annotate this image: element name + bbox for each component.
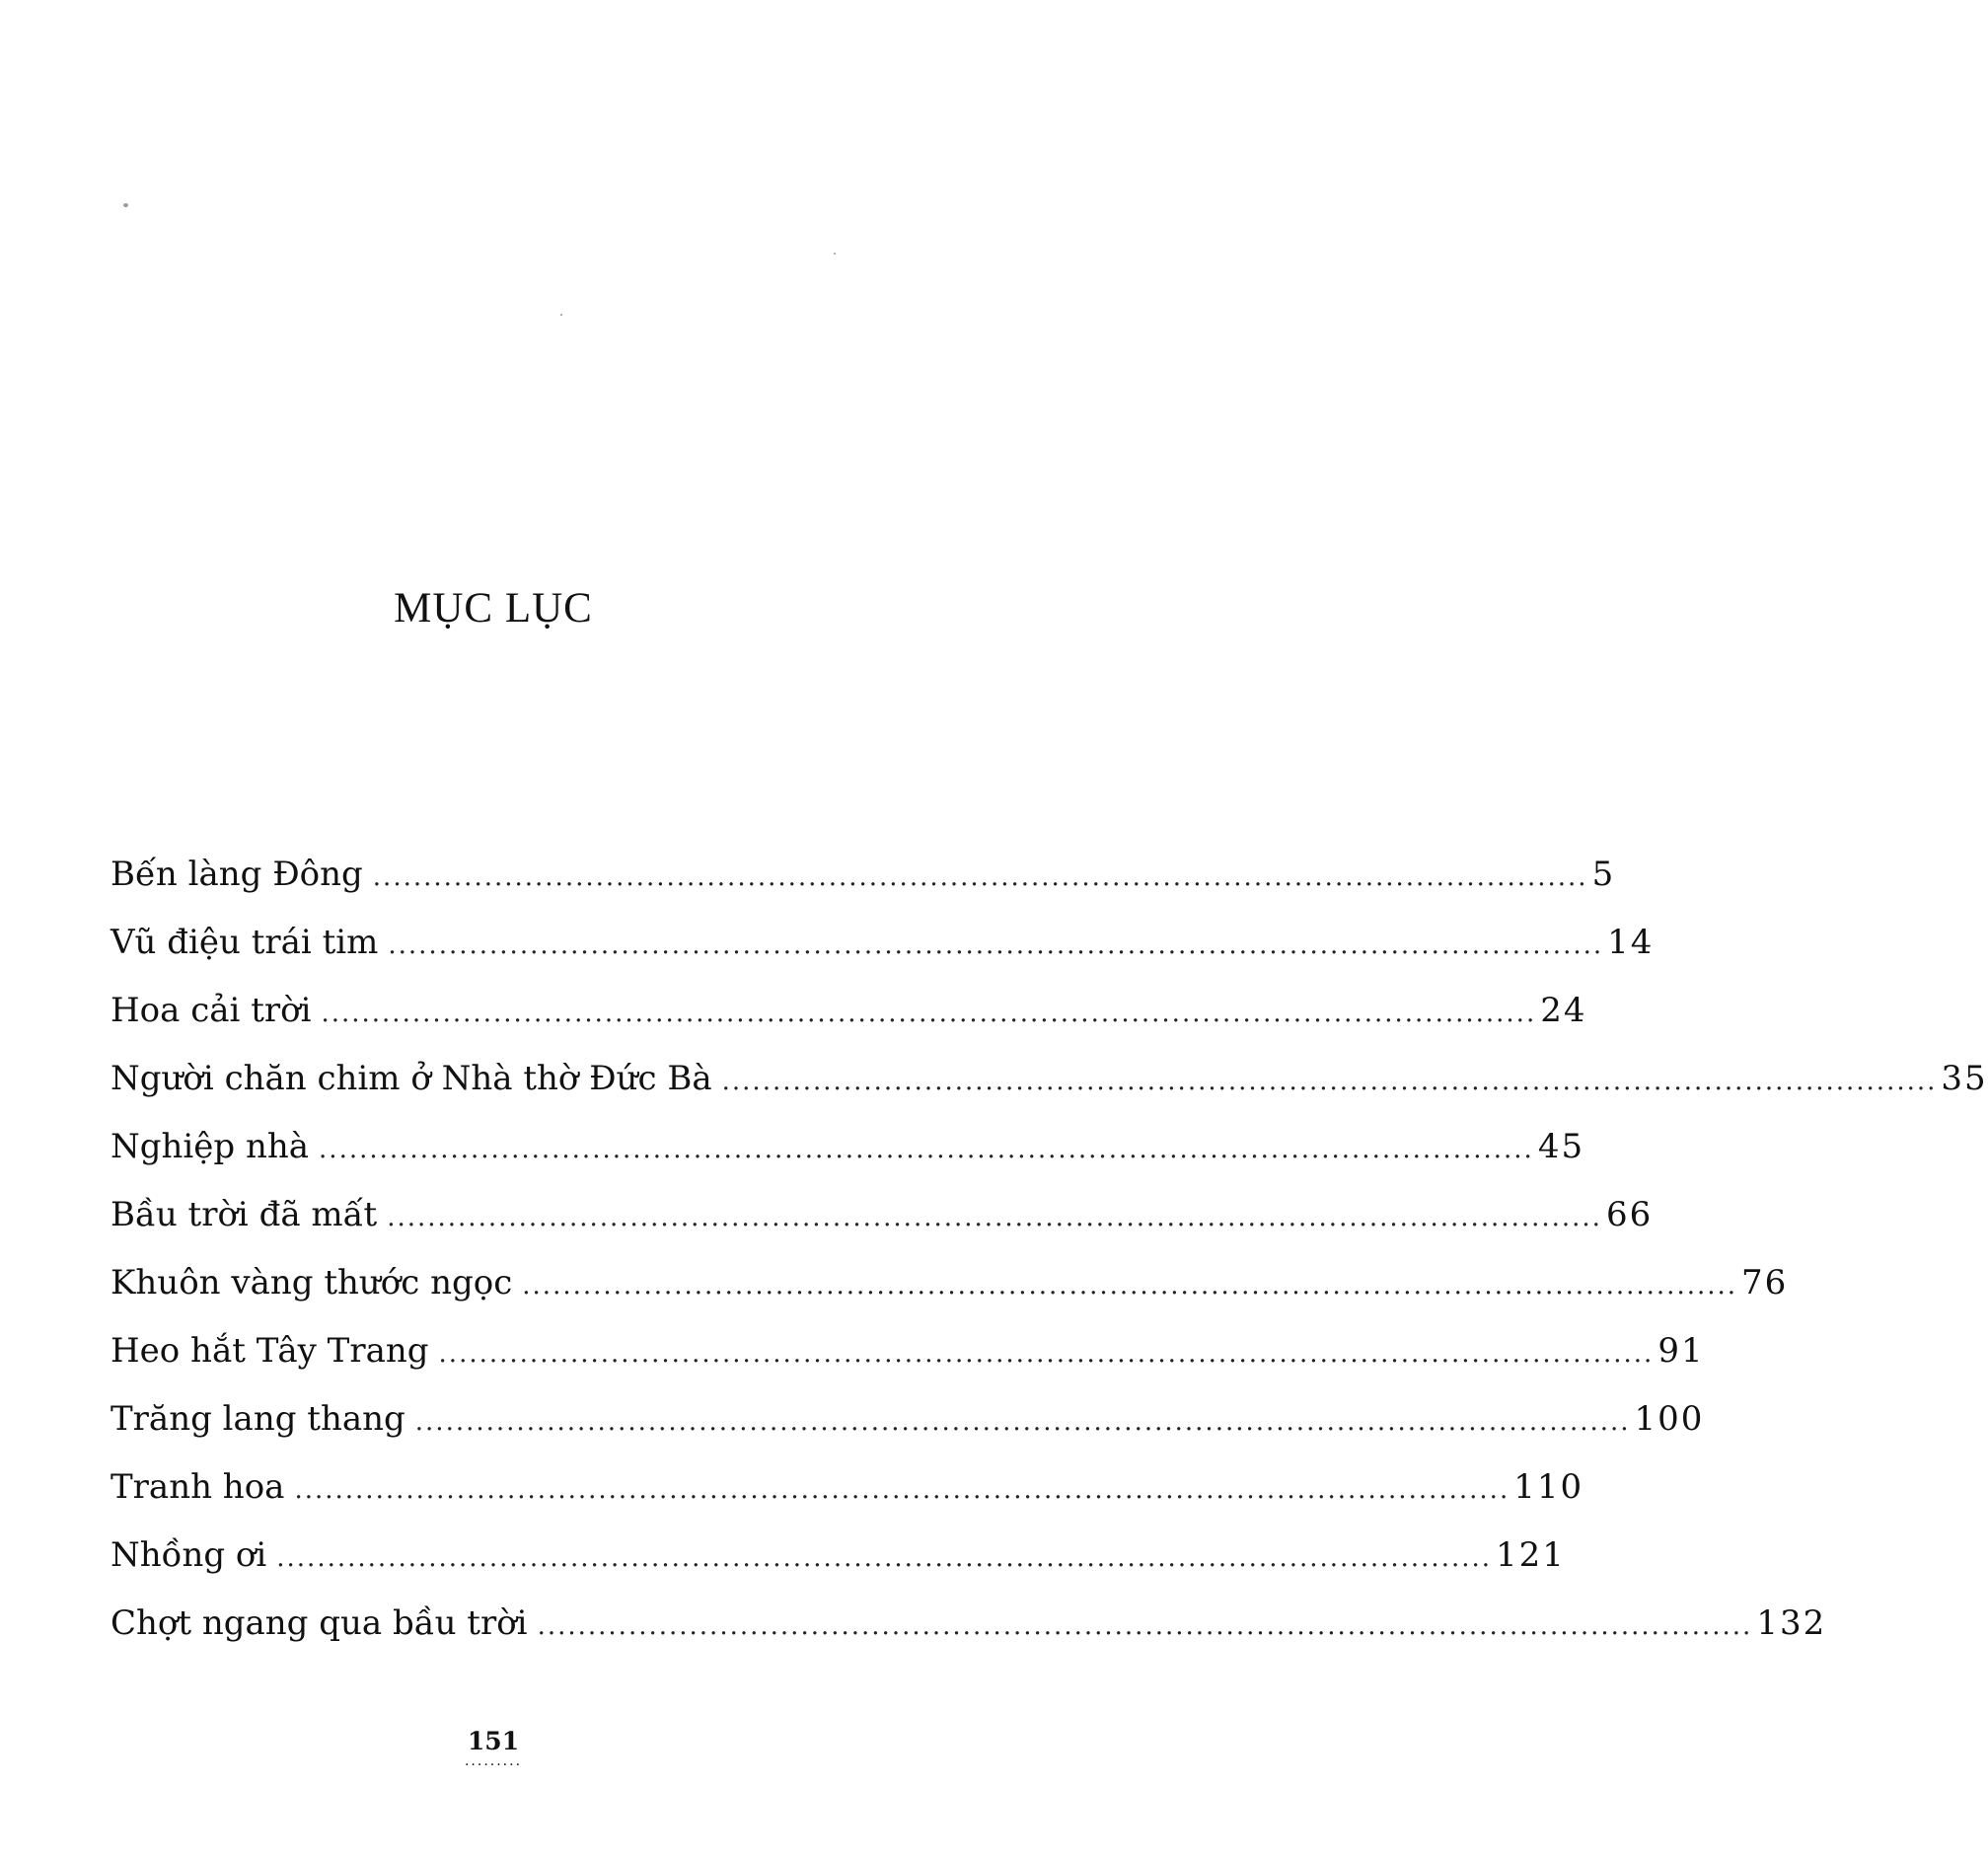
toc-entry-title: Bầu trời đã mất bbox=[110, 1195, 378, 1234]
toc-entry bbox=[110, 909, 1655, 977]
toc-entry-page: 100 bbox=[1634, 1399, 1705, 1439]
toc-entry bbox=[110, 1453, 1584, 1522]
dot-leader: ........................................................................................................................ bbox=[294, 1475, 1510, 1505]
dot-leader: ........................................................................................................................ bbox=[721, 1067, 1938, 1096]
toc-entry-page: 35 bbox=[1941, 1059, 1988, 1098]
toc-entry-page: 91 bbox=[1657, 1331, 1705, 1371]
dot-leader: ........................................................................................................................ bbox=[414, 1407, 1631, 1437]
toc-entry bbox=[110, 1317, 1705, 1385]
toc-entry-title: Người chăn chim ở Nhà thờ Đức Bà bbox=[110, 1059, 712, 1098]
toc-entry-page: 121 bbox=[1496, 1535, 1566, 1575]
toc-entry-page: 14 bbox=[1607, 923, 1655, 962]
toc-entry bbox=[110, 1113, 1585, 1181]
toc-entry-title: Chợt ngang qua bầu trời bbox=[110, 1603, 528, 1643]
page-number-dotted-rule: ......... bbox=[464, 1753, 523, 1769]
toc-entry bbox=[110, 977, 1587, 1045]
dot-leader: ........................................................................................................................ bbox=[319, 1135, 1534, 1164]
toc-entry-title: Hoa cải trời bbox=[110, 991, 312, 1030]
toc-entry-title: Nhồng ơi bbox=[110, 1535, 267, 1575]
dot-leader: ........................................................................................................................ bbox=[372, 862, 1588, 892]
dot-leader: ........................................................................................................................ bbox=[438, 1339, 1655, 1369]
toc-entry bbox=[110, 1181, 1654, 1249]
toc-entry-title: Trăng lang thang bbox=[110, 1399, 405, 1439]
toc-entry-title: Heo hắt Tây Trang bbox=[110, 1331, 429, 1371]
toc-entry-page: 76 bbox=[1741, 1263, 1789, 1303]
dot-leader: ........................................................................................................................ bbox=[321, 999, 1537, 1028]
toc-entry bbox=[110, 1385, 1705, 1453]
toc-entry-title: Khuôn vàng thước ngọc bbox=[110, 1263, 513, 1303]
dot-leader: ........................................................................................................................ bbox=[276, 1543, 1493, 1573]
table-of-contents bbox=[110, 841, 1988, 1658]
page-title: MỤC LỤC bbox=[394, 585, 593, 632]
toc-entry bbox=[110, 1249, 1789, 1317]
toc-entry bbox=[110, 1522, 1566, 1590]
toc-entry-page: 5 bbox=[1591, 855, 1616, 894]
toc-entry-title: Vũ điệu trái tim bbox=[110, 923, 379, 962]
dot-leader: ........................................................................................................................ bbox=[522, 1271, 1738, 1301]
toc-entry-page: 45 bbox=[1537, 1127, 1585, 1166]
toc-entry-title: Bến làng Đông bbox=[110, 855, 363, 894]
toc-entry-page: 66 bbox=[1605, 1195, 1654, 1234]
dot-leader: ........................................................................................................................ bbox=[388, 930, 1604, 960]
toc-entry-page: 132 bbox=[1756, 1603, 1827, 1643]
toc-entry-page: 110 bbox=[1513, 1467, 1584, 1507]
toc-entry bbox=[110, 841, 1616, 909]
toc-entry-title: Tranh hoa bbox=[110, 1467, 285, 1507]
scan-speck bbox=[123, 203, 128, 207]
scan-speck bbox=[834, 253, 836, 255]
toc-entry-page: 24 bbox=[1540, 991, 1587, 1030]
dot-leader: ........................................................................................................................ bbox=[387, 1203, 1602, 1232]
toc-entry bbox=[110, 1590, 1827, 1658]
dot-leader: ........................................................................................................................ bbox=[537, 1611, 1753, 1641]
toc-entry-title: Nghiệp nhà bbox=[110, 1127, 310, 1166]
page-number: 151 bbox=[467, 1727, 520, 1755]
scan-speck bbox=[560, 314, 562, 316]
toc-entry bbox=[110, 1045, 1988, 1113]
